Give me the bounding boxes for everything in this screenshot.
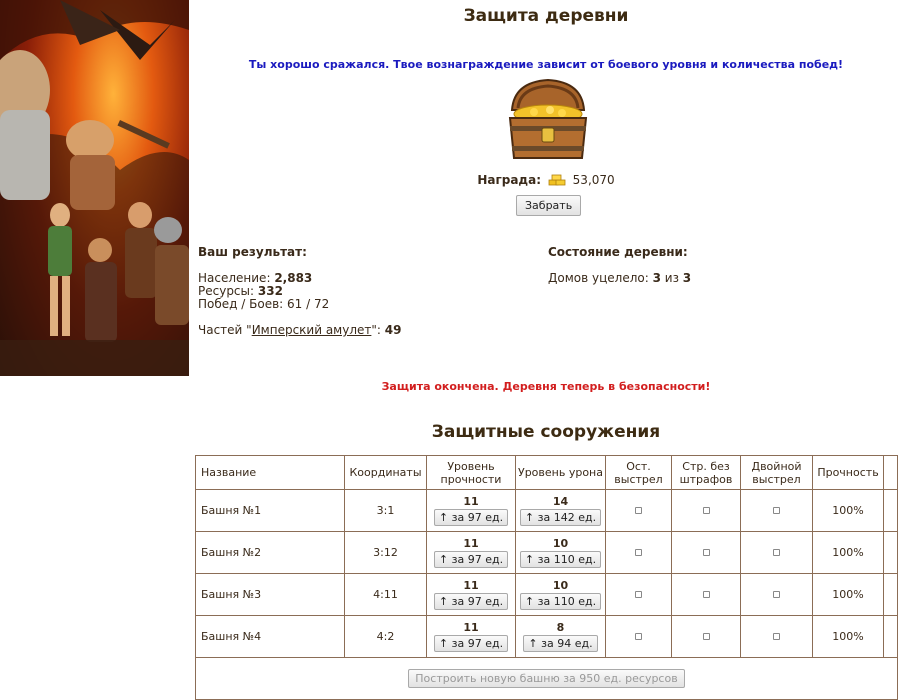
durability-level: 11 xyxy=(463,621,479,634)
your-result-block xyxy=(198,246,401,337)
no-penalty-cell xyxy=(672,574,741,616)
double-shot-checkbox[interactable] xyxy=(773,633,780,640)
houses-left: 3 xyxy=(652,271,661,285)
damage-level: 8 xyxy=(556,621,565,634)
double-shot-cell xyxy=(741,532,813,574)
wins-battles-line: Побед / Боев: 61 / 72 xyxy=(198,297,330,311)
header-strength: Прочность xyxy=(813,456,884,490)
row-spacer xyxy=(884,616,898,658)
no-penalty-checkbox[interactable] xyxy=(703,591,710,598)
reward-line xyxy=(192,173,900,187)
row-spacer xyxy=(884,574,898,616)
upgrade-durability-button[interactable]: ↑ за 97 ед. xyxy=(434,593,508,610)
wins-battles-value: 61 / 72 xyxy=(287,297,330,311)
table-row xyxy=(196,574,898,616)
table-header-row xyxy=(196,456,898,490)
table-row xyxy=(196,490,898,532)
stop-shot-cell xyxy=(606,574,672,616)
no-penalty-checkbox[interactable] xyxy=(703,633,710,640)
village-state-block xyxy=(548,246,691,285)
stop-shot-checkbox[interactable] xyxy=(635,591,642,598)
table-row xyxy=(196,616,898,658)
village-state-heading: Состояние деревни: xyxy=(548,245,688,259)
damage-cell xyxy=(516,574,606,616)
build-row xyxy=(196,658,898,700)
double-shot-checkbox[interactable] xyxy=(773,591,780,598)
durability-level: 11 xyxy=(463,537,479,550)
gold-icon xyxy=(547,174,567,186)
double-shot-cell xyxy=(741,490,813,532)
double-shot-cell xyxy=(741,574,813,616)
tower-coords: 3:12 xyxy=(345,532,427,574)
reward-label: Награда: xyxy=(477,173,542,187)
header-stop-shot: Ост. выстрел xyxy=(606,456,672,490)
durability-cell xyxy=(427,616,516,658)
tower-strength: 100% xyxy=(813,532,884,574)
durability-cell xyxy=(427,532,516,574)
durability-level: 11 xyxy=(463,495,479,508)
no-penalty-cell xyxy=(672,490,741,532)
upgrade-damage-button[interactable]: ↑ за 110 ед. xyxy=(520,551,601,568)
stop-shot-checkbox[interactable] xyxy=(635,549,642,556)
imperial-amulet-link[interactable]: Имперский амулет xyxy=(251,323,372,337)
build-cell xyxy=(196,658,898,700)
population-line: Население: 2,883 xyxy=(198,271,313,285)
stop-shot-checkbox[interactable] xyxy=(635,507,642,514)
row-spacer xyxy=(884,490,898,532)
build-tower-button[interactable]: Построить новую башню за 950 ед. ресурсов xyxy=(408,669,684,688)
header-double-shot: Двойной выстрел xyxy=(741,456,813,490)
durability-cell xyxy=(427,490,516,532)
structures-title: Защитные сооружения xyxy=(431,422,661,442)
tower-strength: 100% xyxy=(813,490,884,532)
upgrade-damage-button[interactable]: ↑ за 142 ед. xyxy=(520,509,601,526)
page-title: Защита деревни xyxy=(463,6,629,26)
no-penalty-checkbox[interactable] xyxy=(703,507,710,514)
upgrade-damage-button[interactable]: ↑ за 110 ед. xyxy=(520,593,601,610)
hero-illustration xyxy=(0,0,189,376)
upgrade-durability-button[interactable]: ↑ за 97 ед. xyxy=(434,635,508,652)
tower-strength: 100% xyxy=(813,574,884,616)
durability-cell xyxy=(427,574,516,616)
tower-strength: 100% xyxy=(813,616,884,658)
damage-cell xyxy=(516,532,606,574)
header-damage-level: Уровень урона xyxy=(516,456,606,490)
tower-name: Башня №3 xyxy=(196,574,345,616)
treasure-chest-icon xyxy=(504,74,590,164)
header-spacer xyxy=(884,456,898,490)
stop-shot-cell xyxy=(606,616,672,658)
damage-level: 10 xyxy=(552,537,569,550)
houses-total: 3 xyxy=(682,271,692,285)
amulet-parts-value: 49 xyxy=(384,323,402,337)
header-durability-level: Уровень прочности xyxy=(427,456,516,490)
stop-shot-cell xyxy=(606,490,672,532)
upgrade-durability-button[interactable]: ↑ за 97 ед. xyxy=(434,551,508,568)
double-shot-checkbox[interactable] xyxy=(773,549,780,556)
damage-cell xyxy=(516,616,606,658)
no-penalty-checkbox[interactable] xyxy=(703,549,710,556)
damage-level: 14 xyxy=(552,495,569,508)
resources-line: Ресурсы: 332 xyxy=(198,284,283,298)
row-spacer xyxy=(884,532,898,574)
resources-value: 332 xyxy=(257,284,283,298)
double-shot-cell xyxy=(741,616,813,658)
population-value: 2,883 xyxy=(274,271,313,285)
damage-level: 10 xyxy=(552,579,569,592)
upgrade-damage-button[interactable]: ↑ за 94 ед. xyxy=(523,635,597,652)
upgrade-durability-button[interactable]: ↑ за 97 ед. xyxy=(434,509,508,526)
amulet-parts-line: Частей "Имперский амулет": 49 xyxy=(198,323,402,337)
tower-coords: 4:2 xyxy=(345,616,427,658)
table-row xyxy=(196,532,898,574)
tower-name: Башня №1 xyxy=(196,490,345,532)
houses-line: Домов уцелело: 3 из 3 xyxy=(548,271,692,285)
tower-coords: 4:11 xyxy=(345,574,427,616)
battle-message: Ты хорошо сражался. Твое вознаграждение зависит от боевого уровня и количества побед! xyxy=(248,58,844,71)
reward-value: 53,070 xyxy=(572,173,615,187)
tower-coords: 3:1 xyxy=(345,490,427,532)
header-name: Название xyxy=(196,456,345,490)
double-shot-checkbox[interactable] xyxy=(773,507,780,514)
tower-name: Башня №4 xyxy=(196,616,345,658)
damage-cell xyxy=(516,490,606,532)
defense-structures-table xyxy=(195,455,898,700)
header-coords: Координаты xyxy=(345,456,427,490)
warriors-artwork xyxy=(0,0,189,376)
durability-level: 11 xyxy=(463,579,479,592)
stop-shot-cell xyxy=(606,532,672,574)
no-penalty-cell xyxy=(672,532,741,574)
stop-shot-checkbox[interactable] xyxy=(635,633,642,640)
defense-over-message: Защита окончена. Деревня теперь в безопасности! xyxy=(381,380,711,393)
no-penalty-cell xyxy=(672,616,741,658)
tower-name: Башня №2 xyxy=(196,532,345,574)
result-heading: Ваш результат: xyxy=(198,245,307,259)
header-no-penalty: Стр. без штрафов xyxy=(672,456,741,490)
take-reward-button[interactable]: Забрать xyxy=(516,195,581,216)
